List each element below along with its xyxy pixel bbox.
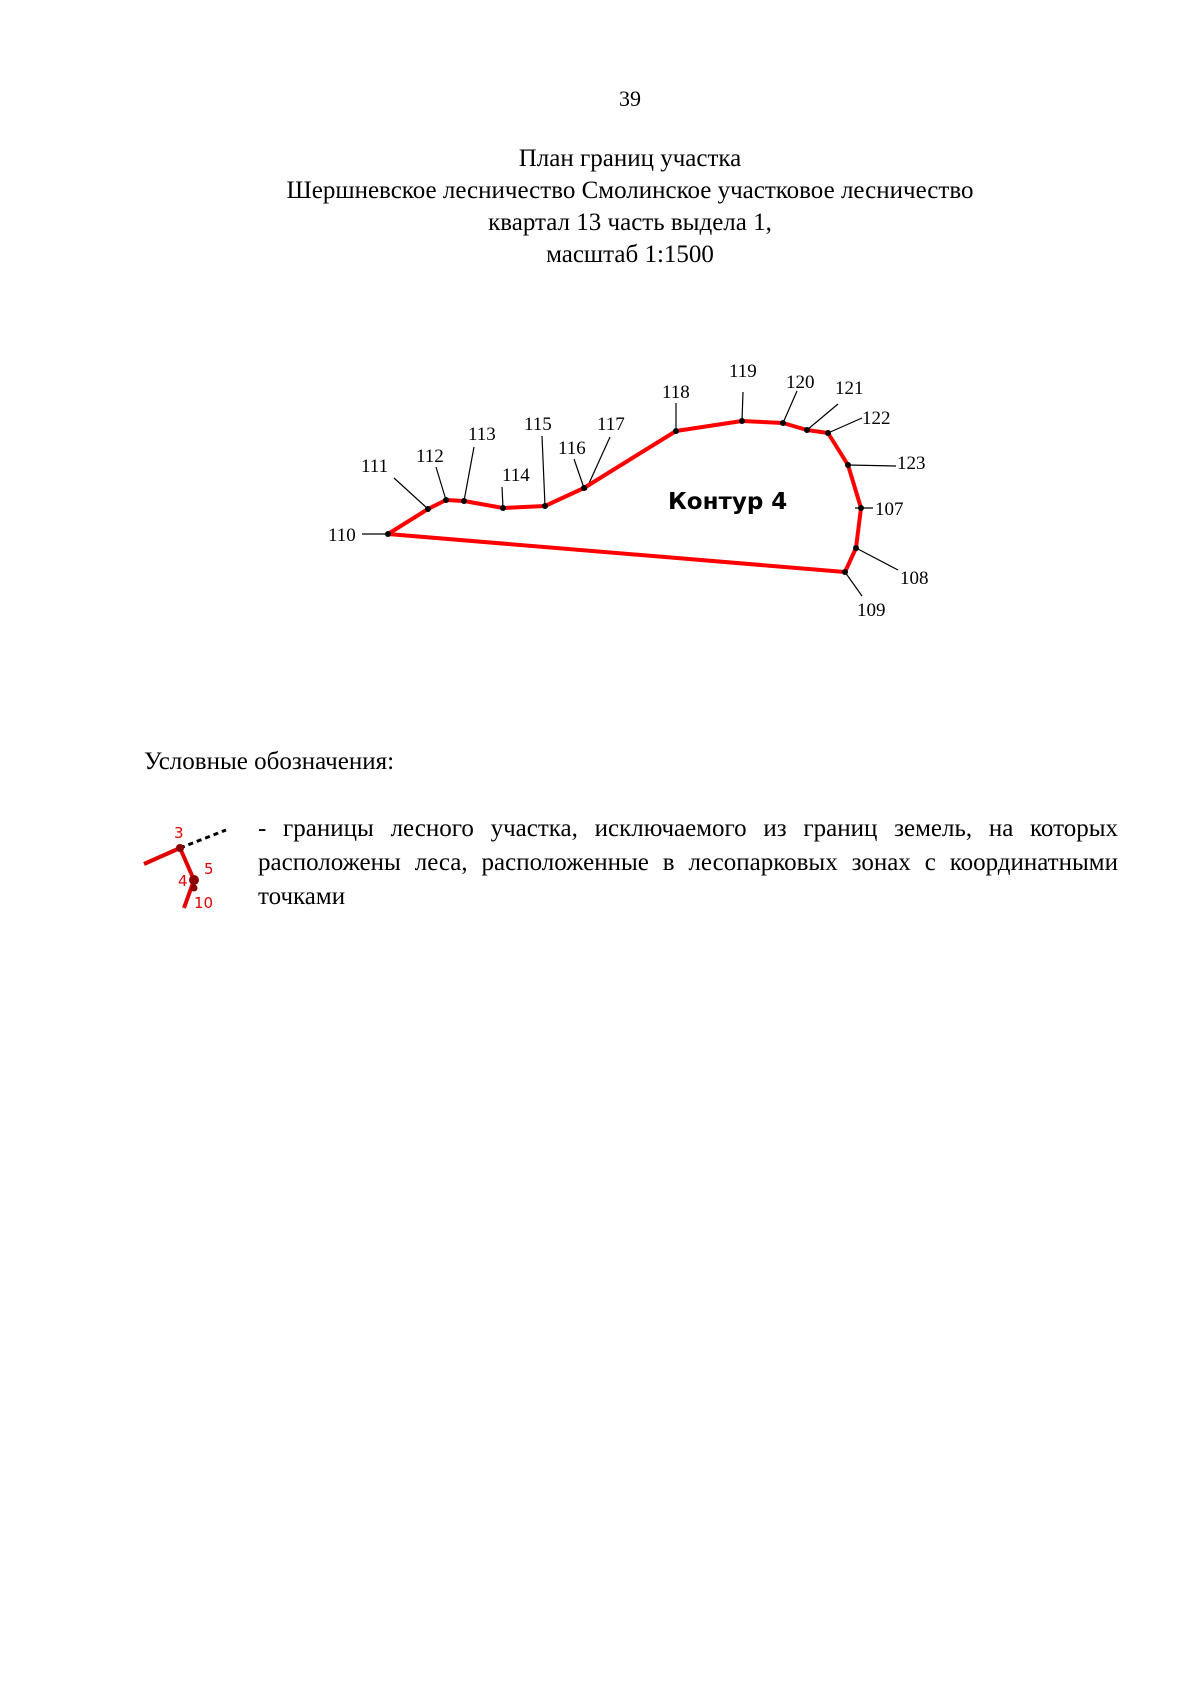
legend-symbol-label-4: 4 [178,872,188,890]
point-label-109: 109 [857,600,886,621]
legend-symbol-label-3: 3 [174,824,184,842]
point-label-113: 113 [468,424,496,445]
title-line-2: Шершневское лесничество Смолинское участковое лесничество [286,177,974,204]
point-label-107: 107 [875,499,904,520]
point-label-115: 115 [524,414,552,435]
title-line-1: План границ участка [518,145,742,172]
legend-symbol-label-10: 10 [194,894,214,912]
legend-symbol-label-5: 5 [204,860,214,878]
point-label-122: 122 [862,408,891,429]
contour-label: Контур 4 [668,489,788,515]
point-label-112: 112 [416,446,444,467]
legend-description: - границы лесного участка, исключаемого из границ земель, на которых расположены леса, расположенные в лесопарковых зонах с координатными точками [258,815,1118,910]
point-label-111: 111 [361,456,389,477]
point-label-114: 114 [502,465,530,486]
legend-heading: Условные обозначения: [144,748,395,775]
vertex-markers [385,418,864,575]
boundary-plan [0,0,1200,700]
point-label-120: 120 [786,372,815,393]
point-label-116: 116 [558,438,586,459]
leader-lines [362,391,898,596]
point-label-118: 118 [662,382,690,403]
point-label-121: 121 [835,378,864,399]
page-number: 39 [619,86,641,111]
point-label-119: 119 [729,361,757,382]
title-line-4: масштаб 1:1500 [546,241,714,268]
title-line-3: квартал 13 часть выдела 1, [488,209,772,236]
legend-boundary-symbol [140,818,240,918]
point-label-110: 110 [328,525,356,546]
point-label-123: 123 [897,453,926,474]
point-label-117: 117 [597,414,625,435]
contour-4-boundary [388,421,861,572]
point-label-108: 108 [900,568,929,589]
